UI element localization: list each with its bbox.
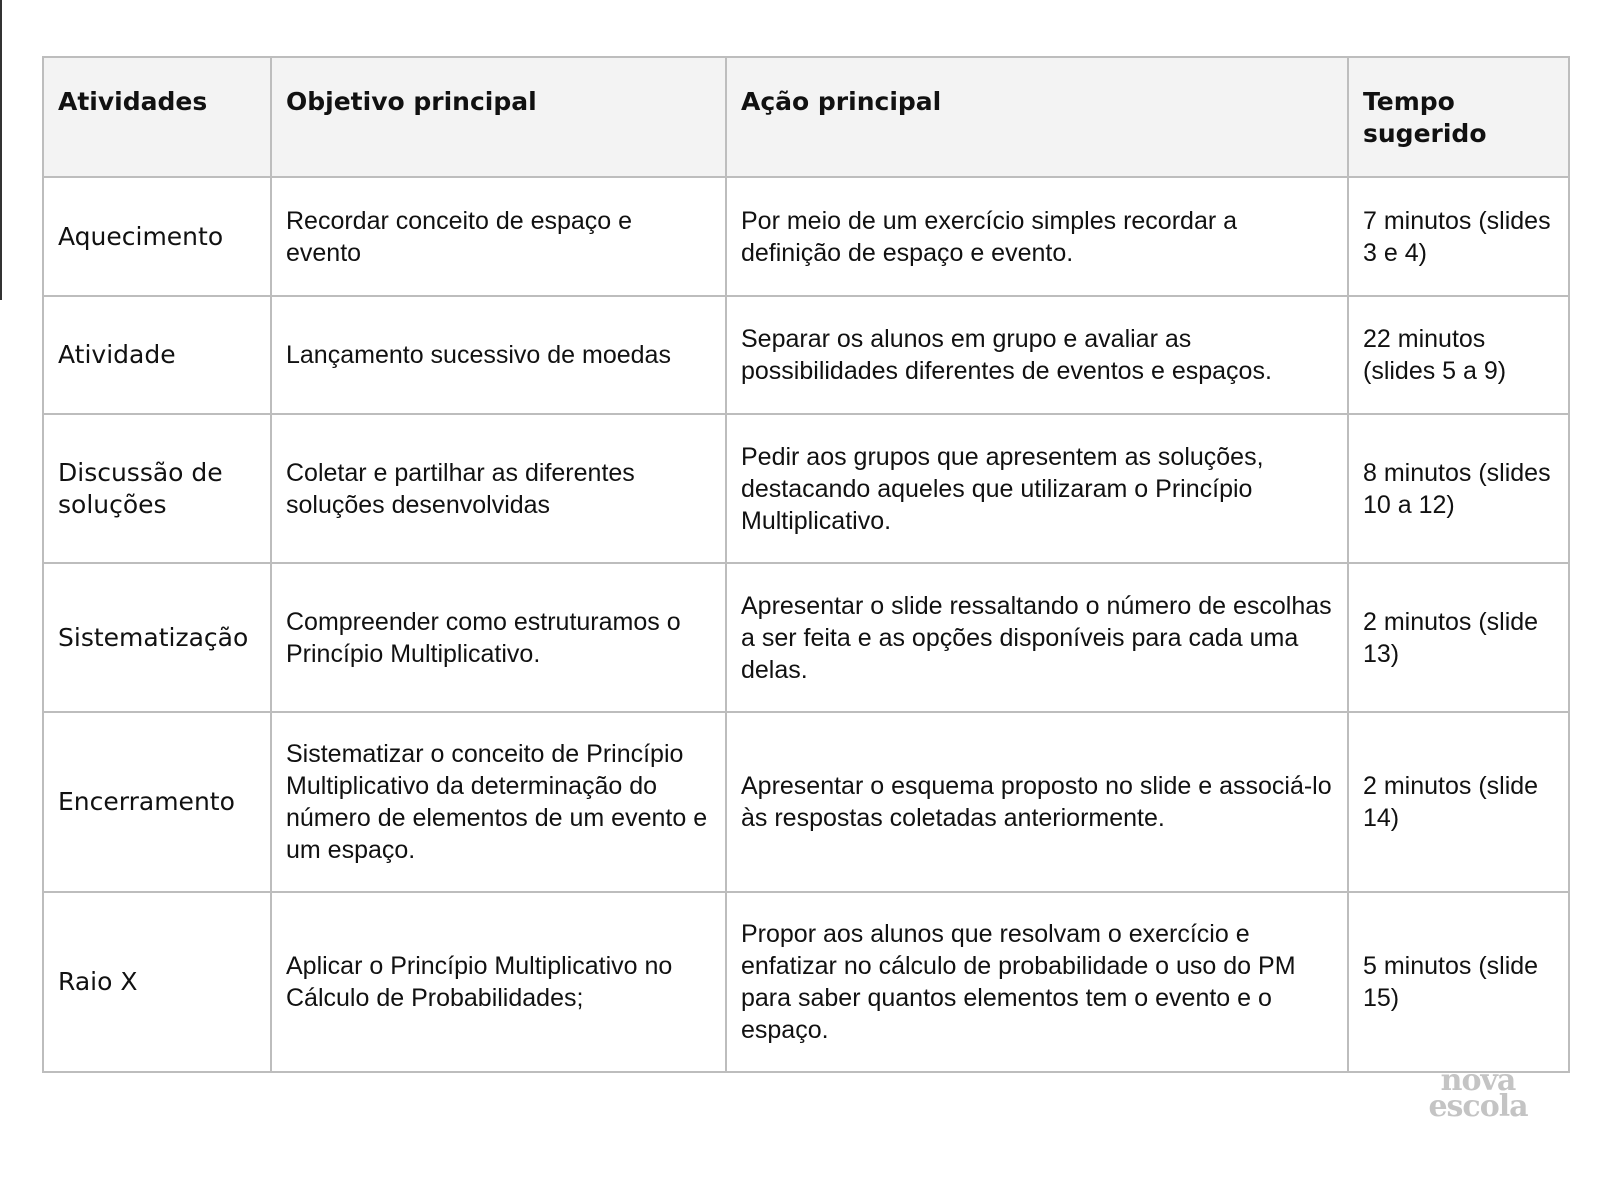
table-row — [43, 712, 1569, 892]
cell-tempo: 2 minutos (slide 14) — [1348, 712, 1569, 892]
cell-atividade: Sistematização — [43, 563, 271, 712]
header-objetivo-principal: Objetivo principal — [271, 57, 726, 177]
cell-atividade: Encerramento — [43, 712, 271, 892]
table-row — [43, 563, 1569, 712]
cell-objetivo: Aplicar o Princípio Multiplicativo no Cálculo de Probabilidades; — [271, 892, 726, 1072]
cell-acao: Propor aos alunos que resolvam o exercício e enfatizar no cálculo de probabilidade o uso do PM para saber quantos elementos tem o evento e o espaço. — [726, 892, 1348, 1072]
cell-tempo: 22 minutos (slides 5 a 9) — [1348, 296, 1569, 414]
cell-acao: Apresentar o slide ressaltando o número de escolhas a ser feita e as opções disponíveis para cada uma delas. — [726, 563, 1348, 712]
header-tempo-sugerido: Tempo sugerido — [1348, 57, 1569, 177]
side-divider — [0, 0, 2, 300]
cell-acao: Apresentar o esquema proposto no slide e associá-lo às respostas coletadas anteriormente. — [726, 712, 1348, 892]
header-acao-principal: Ação principal — [726, 57, 1348, 177]
cell-objetivo: Sistematizar o conceito de Princípio Multiplicativo da determinação do número de elementos de um evento e um espaço. — [271, 712, 726, 892]
cell-acao: Separar os alunos em grupo e avaliar as possibilidades diferentes de eventos e espaços. — [726, 296, 1348, 414]
table-row — [43, 177, 1569, 296]
cell-atividade: Raio X — [43, 892, 271, 1072]
cell-tempo: 7 minutos (slides 3 e 4) — [1348, 177, 1569, 296]
lesson-plan-table — [42, 56, 1570, 1073]
cell-tempo: 2 minutos (slide 13) — [1348, 563, 1569, 712]
nova-escola-logo — [1418, 1063, 1538, 1124]
table-header-row — [43, 57, 1569, 177]
cell-objetivo: Compreender como estruturamos o Princípio Multiplicativo. — [271, 563, 726, 712]
cell-tempo: 8 minutos (slides 10 a 12) — [1348, 414, 1569, 563]
logo-line-1: nova — [1440, 1063, 1516, 1098]
cell-atividade: Discussão de soluções — [43, 414, 271, 563]
cell-tempo: 5 minutos (slide 15) — [1348, 892, 1569, 1072]
header-atividades: Atividades — [43, 57, 271, 177]
cell-objetivo: Coletar e partilhar as diferentes soluções desenvolvidas — [271, 414, 726, 563]
cell-atividade: Atividade — [43, 296, 271, 414]
cell-acao: Pedir aos grupos que apresentem as soluções, destacando aqueles que utilizaram o Princípio Multiplicativo. — [726, 414, 1348, 563]
cell-objetivo: Recordar conceito de espaço e evento — [271, 177, 726, 296]
table-row — [43, 892, 1569, 1072]
cell-atividade: Aquecimento — [43, 177, 271, 296]
cell-acao: Por meio de um exercício simples recordar a definição de espaço e evento. — [726, 177, 1348, 296]
cell-objetivo: Lançamento sucessivo de moedas — [271, 296, 726, 414]
table-row — [43, 296, 1569, 414]
logo-line-2: escola — [1428, 1089, 1528, 1124]
table-row — [43, 414, 1569, 563]
